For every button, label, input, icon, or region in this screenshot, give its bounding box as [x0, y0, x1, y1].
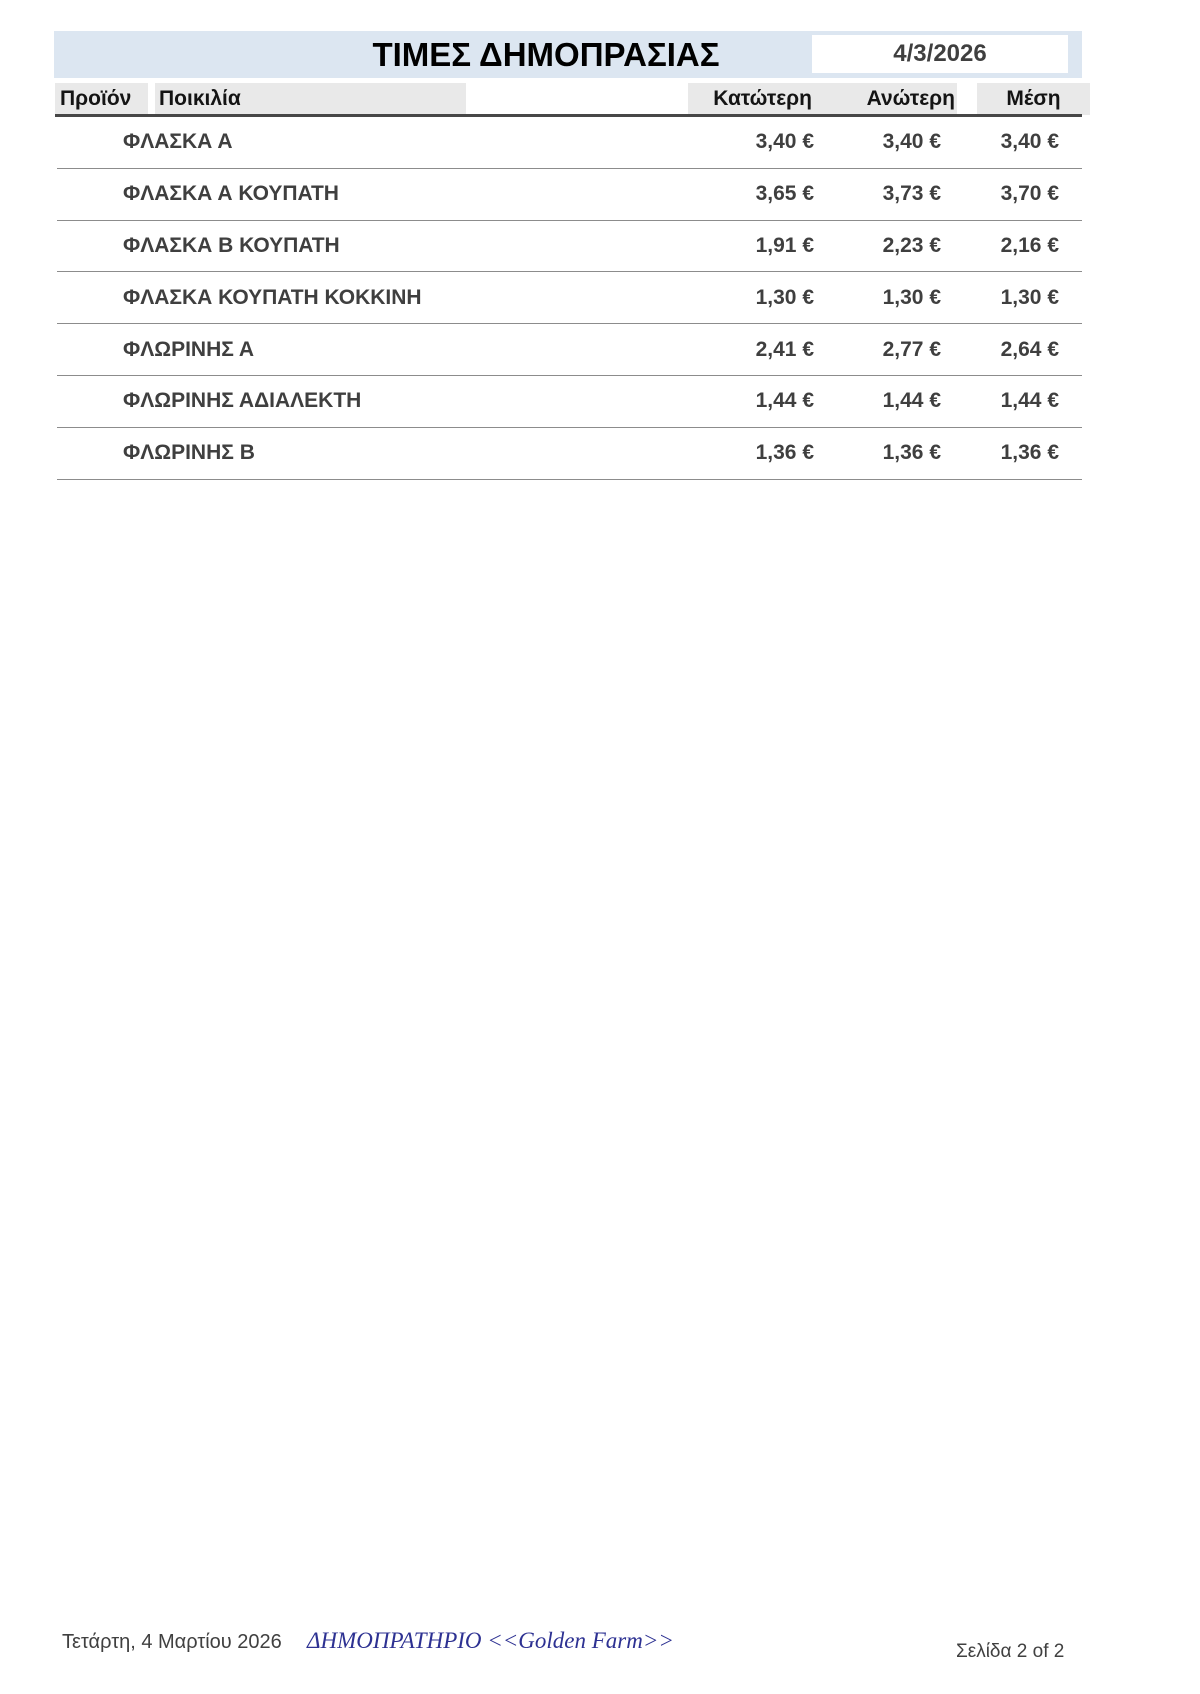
high-price-cell: 1,44 €: [882, 389, 941, 413]
high-price-cell: 1,30 €: [882, 285, 941, 309]
table-row: [57, 169, 1082, 221]
variety-cell: ΦΛΩΡΙΝΗΣ Α: [123, 337, 255, 361]
low-price-cell: 3,40 €: [755, 130, 814, 154]
high-price-cell: 2,23 €: [882, 233, 941, 257]
variety-cell: ΦΛΑΣΚΑ ΚΟΥΠΑΤΗ ΚΟΚΚΙΝΗ: [123, 285, 422, 309]
low-price-cell: 1,36 €: [755, 441, 814, 465]
variety-cell: ΦΛΑΣΚΑ Α ΚΟΥΠΑΤΗ: [123, 182, 339, 206]
table-row: [57, 376, 1082, 428]
column-header-prices: [688, 83, 957, 115]
mean-price-cell: 2,16 €: [1000, 233, 1059, 257]
table-row: [57, 428, 1082, 480]
low-price-cell: 1,30 €: [755, 285, 814, 309]
column-header-product: Προϊόν: [55, 83, 148, 115]
table-row: [57, 221, 1082, 273]
table-row: [57, 324, 1082, 376]
variety-cell: ΦΛΑΣΚΑ Α: [123, 130, 233, 154]
mean-price-cell: 1,44 €: [1000, 389, 1059, 413]
mean-price-cell: 3,40 €: [1000, 130, 1059, 154]
low-price-cell: 3,65 €: [755, 182, 814, 206]
low-price-cell: 1,44 €: [755, 389, 814, 413]
footer-organization: ΔΗΜΟΠΡΑΤΗΡΙΟ <<Golden Farm>>: [307, 1628, 674, 1653]
low-price-cell: 2,41 €: [755, 337, 814, 361]
title-band: [54, 31, 1082, 78]
column-header-high: Ανώτερη: [866, 87, 955, 110]
table-row: [57, 117, 1082, 169]
mean-price-cell: 3,70 €: [1000, 182, 1059, 206]
high-price-cell: 1,36 €: [882, 441, 941, 465]
footer-date: Τετάρτη, 4 Μαρτίου 2026: [62, 1631, 282, 1653]
variety-cell: ΦΛΩΡΙΝΗΣ ΑΔΙΑΛΕΚΤΗ: [123, 389, 362, 413]
high-price-cell: 3,73 €: [882, 182, 941, 206]
low-price-cell: 1,91 €: [755, 233, 814, 257]
variety-cell: ΦΛΑΣΚΑ Β ΚΟΥΠΑΤΗ: [123, 233, 340, 257]
mean-price-cell: 1,36 €: [1000, 441, 1059, 465]
high-price-cell: 2,77 €: [882, 337, 941, 361]
column-header-mean: Μέση: [977, 83, 1090, 115]
page-title: ΤΙΜΕΣ ΔΗΜΟΠΡΑΣΙΑΣ: [372, 36, 720, 73]
column-header-low: Κατώτερη: [713, 87, 812, 110]
variety-cell: ΦΛΩΡΙΝΗΣ Β: [123, 441, 255, 465]
column-header-variety: Ποικιλία: [155, 83, 466, 115]
footer-page-number: Σελίδα 2 of 2: [956, 1641, 1065, 1662]
mean-price-cell: 1,30 €: [1000, 285, 1059, 309]
mean-price-cell: 2,64 €: [1000, 337, 1059, 361]
price-table-body: [57, 117, 1082, 480]
high-price-cell: 3,40 €: [882, 130, 941, 154]
table-row: [57, 272, 1082, 324]
report-date: 4/3/2026: [812, 35, 1068, 73]
